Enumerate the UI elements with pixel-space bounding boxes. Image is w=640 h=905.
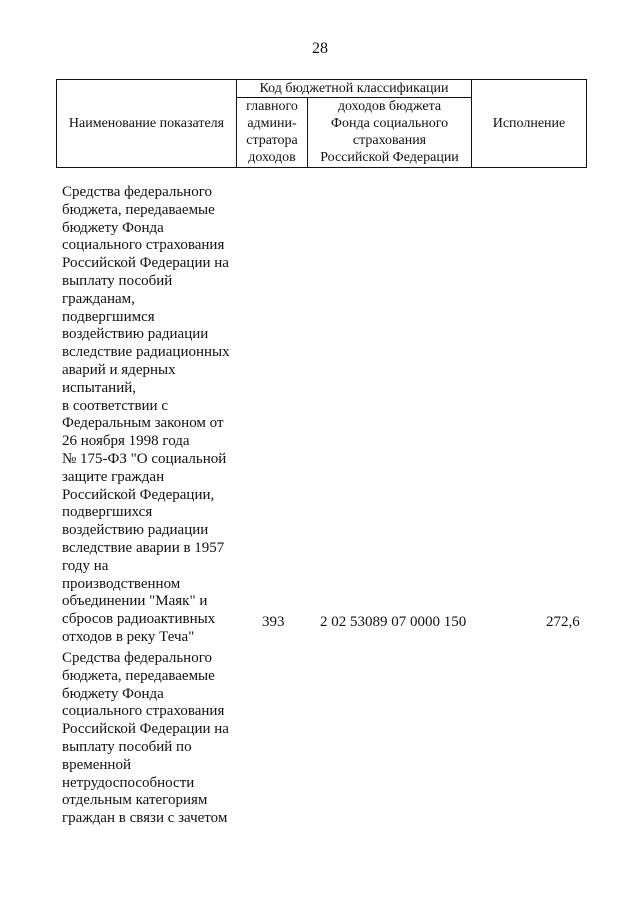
row-1-indicator-name: Средства федерального бюджета, передаваемые бюджету Фонда социального страхования Российской Федерации на выплату пособий гражданам, подвергшимся воздействию радиации вследствие радиационных аварий и ядерных испытаний, в соответствии с Федеральным законом от 26 ноября 1998 года № 175-ФЗ "О социальной защите граждан Российской Федерации, подвергшихся воздействию радиации вследствие аварии в 1957 году на производственном объединении "Маяк" и сбросов радиоактивных отходов в реку Теча" [62, 184, 230, 645]
header-fund-revenues: доходов бюджета Фонда социального страхования Российской Федерации [308, 98, 472, 168]
row-1-revenue-code: 2 02 53089 07 0000 150 [320, 614, 467, 630]
row-1-execution: 272,6 [546, 614, 580, 630]
row-2-indicator-name: Средства федерального бюджета, передаваемые бюджету Фонда социального страхования Российской Федерации на выплату пособий по временной нетрудоспособности отдельным категориям граждан в связи с зачетом [62, 650, 229, 827]
table-header [56, 79, 587, 168]
header-budget-classification-code: Код бюджетной классификации [237, 80, 472, 98]
header-execution: Исполнение [472, 80, 587, 168]
header-indicator-name: Наименование показателя [57, 80, 237, 168]
header-chief-administrator: главного админи- стратора доходов [237, 98, 308, 168]
row-1-admin-code: 393 [262, 614, 285, 630]
page-number: 28 [312, 40, 328, 57]
